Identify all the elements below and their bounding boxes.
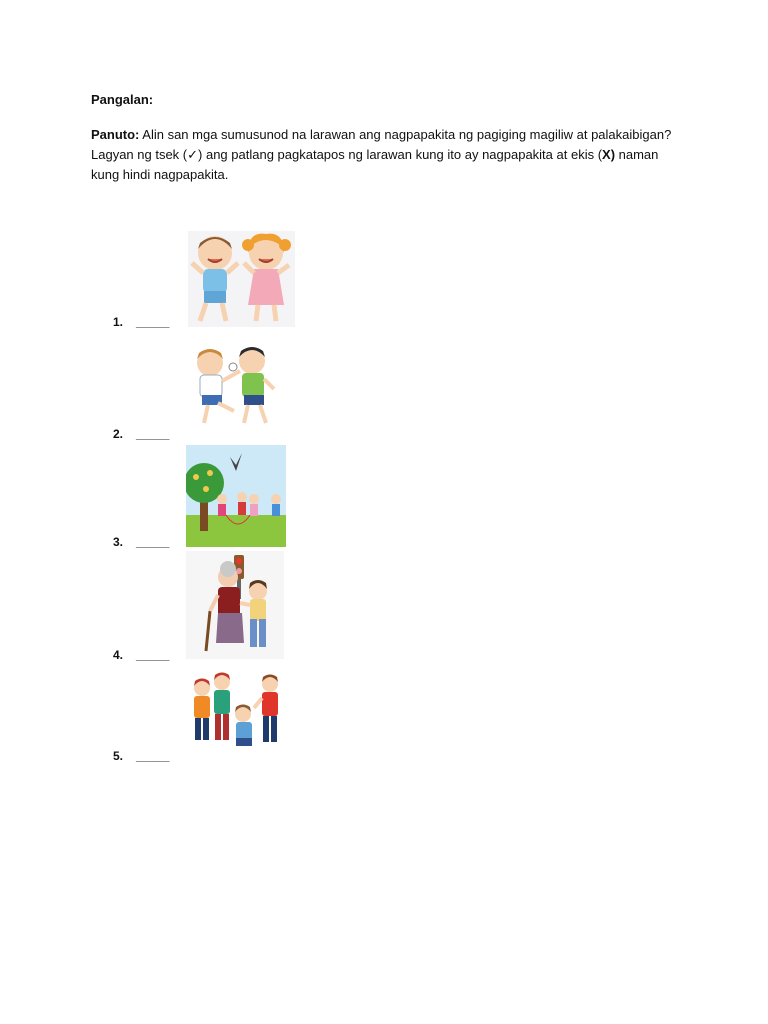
item-number: 3. xyxy=(113,535,124,549)
item-number: 5. xyxy=(113,749,124,763)
answer-blank[interactable]: _____ xyxy=(136,315,170,329)
answer-blank[interactable]: _____ xyxy=(136,749,170,763)
helping-elderly-illustration xyxy=(186,551,284,659)
instructions xyxy=(91,125,681,185)
bullying-illustration xyxy=(188,668,288,754)
fighting-boys-illustration xyxy=(188,337,284,433)
item-number: 4. xyxy=(113,648,124,662)
happy-friends-illustration xyxy=(188,231,295,327)
name-label: Pangalan: xyxy=(91,92,154,107)
x-mark: X) xyxy=(602,147,616,162)
item-number: 1. xyxy=(113,315,124,329)
answer-blank[interactable]: _____ xyxy=(136,648,170,662)
answer-blank[interactable]: _____ xyxy=(136,535,170,549)
instructions-label: Panuto: xyxy=(91,127,140,142)
instructions-text-1: Alin san mga sumusunod na larawan ang nagpapakita ng pagiging magiliw at palakaibigan? Lagyan ng tsek ( xyxy=(91,127,672,162)
answer-blank[interactable]: _____ xyxy=(136,427,170,441)
item-number: 2. xyxy=(113,427,124,441)
check-mark: ✓ xyxy=(187,147,199,162)
instructions-text-2: ) ang patlang pagkatapos ng larawan kung ito ay nagpapakita at ekis ( xyxy=(198,147,603,162)
playing-children-illustration xyxy=(186,445,286,547)
instructions-text-3: naman kung hindi nagpapakita. xyxy=(91,147,659,182)
